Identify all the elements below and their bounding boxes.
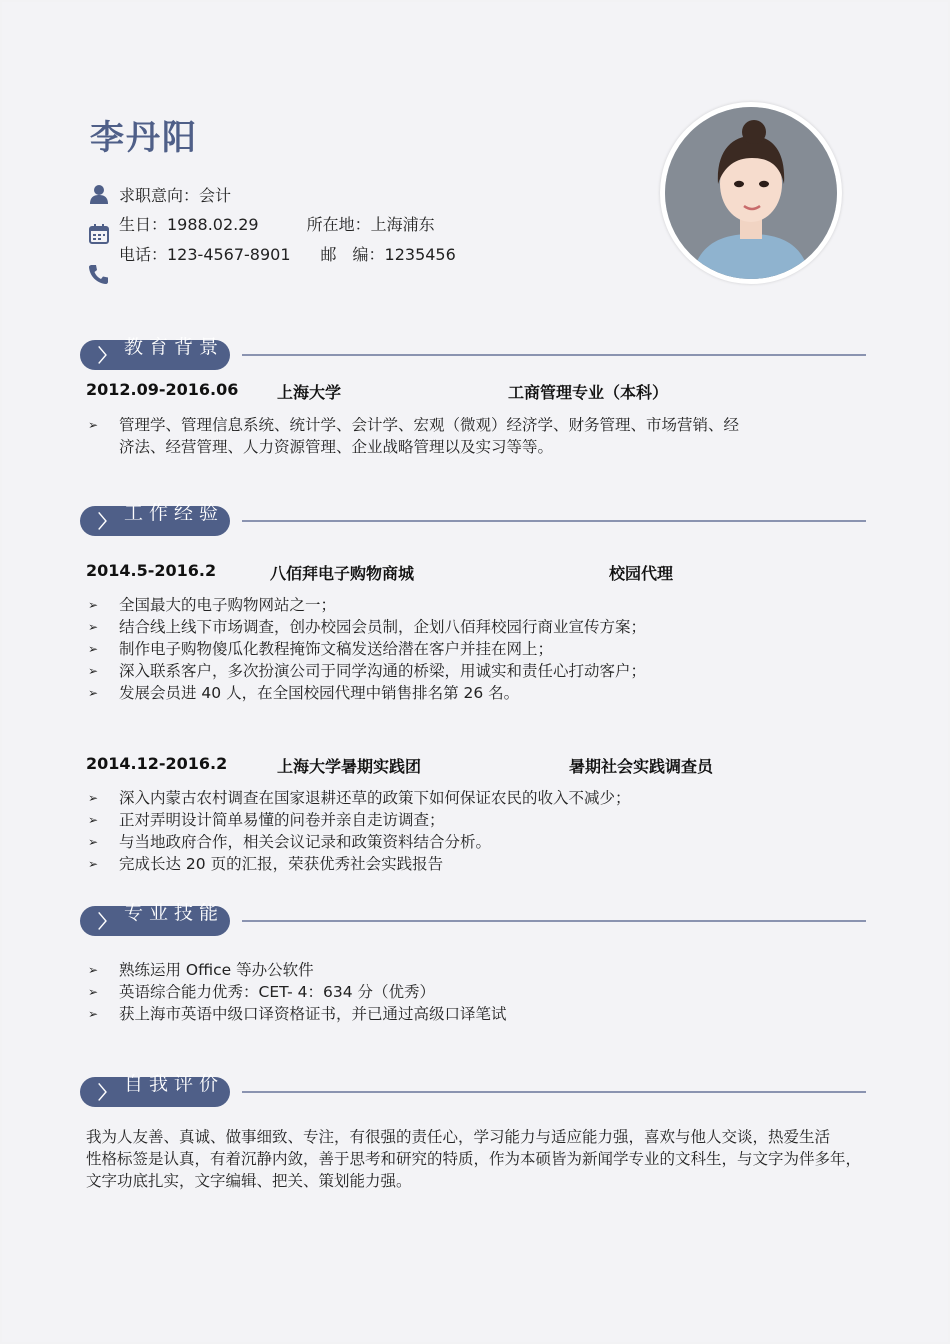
birth-text: 生日：1988.02.29 [119,215,259,234]
person-icon [88,183,110,205]
postal-text: 邮 编：1235456 [320,245,456,264]
paragraph-line: 文字功底扎实，文字编辑、把关、策划能力强。 [86,1172,412,1190]
skills-bullets [88,959,507,1025]
job2-bullets [88,787,631,875]
arrow-bullet-icon: ➢ [88,664,99,678]
arrow-bullet-icon: ➢ [88,418,99,432]
arrow-bullet-icon: ➢ [88,985,99,999]
education-courses [88,414,739,458]
section-skills [80,902,866,938]
job2-org: 上海大学暑期实践团 [277,757,422,776]
job2-role: 暑期社会实践调查员 [569,757,714,776]
location-text: 所在地：上海浦东 [306,215,435,234]
arrow-bullet-icon: ➢ [88,835,99,849]
portrait-image [664,106,838,280]
phone-icon [88,263,110,285]
phone-and-postal [119,242,456,265]
paragraph-line: 我为人友善、真诚、做事细致、专注，有很强的责任心，学习能力与适应能力强，喜欢与他人交谈，热爱生活 [86,1128,831,1146]
section-title: 教育背景 [124,336,225,358]
arrow-bullet-icon: ➢ [88,598,99,612]
education-date: 2012.09-2016.06 [86,380,239,399]
arrow-bullet-icon: ➢ [88,791,99,805]
self-evaluation-text [86,1126,886,1192]
section-education [80,336,866,372]
list-item: ➢ 获上海市英语中级口译资格证书，并已通过高级口译笔试 [88,1005,507,1023]
education-major: 工商管理专业（本科） [508,383,669,402]
candidate-name: 李丹阳 [90,118,198,158]
arrow-bullet-icon: ➢ [88,813,99,827]
list-item-continued: 济法、经营管理、人力资源管理、企业战略管理以及实习等等。 [119,438,554,456]
section-divider [242,1091,866,1093]
list-item: ➢ 深入联系客户，多次扮演公司于同学沟通的桥梁，用诚实和责任心打动客户； [88,662,647,680]
list-item: ➢ 完成长达 20 页的汇报，荣获优秀社会实践报告 [88,855,444,873]
list-item: ➢ 熟练运用 Office 等办公软件 [88,961,314,979]
list-item: ➢ 与当地政府合作，相关会议记录和政策资料结合分析。 [88,833,492,851]
list-item: ➢ 英语综合能力优秀：CET- 4：634 分（优秀） [88,983,436,1001]
list-item: ➢ 管理学、管理信息系统、统计学、会计学、宏观（微观）经济学、财务管理、市场营销、经 [88,416,740,434]
section-work [80,502,866,538]
section-self-evaluation [80,1073,866,1109]
section-title: 自我评价 [124,1073,225,1095]
job1-role: 校园代理 [609,564,674,583]
section-divider [242,354,866,356]
education-school: 上海大学 [277,383,342,402]
profile-photo [660,102,842,284]
list-item: ➢ 发展会员进 40 人，在全国校园代理中销售排名第 26 名。 [88,684,520,702]
arrow-bullet-icon: ➢ [88,1007,99,1021]
phone-text: 电话：123-4567-8901 [119,245,291,264]
arrow-bullet-icon: ➢ [88,857,99,871]
job1-date: 2014.5-2016.2 [86,561,217,580]
section-divider [242,920,866,922]
job1-bullets [88,594,646,704]
section-title: 专业技能 [124,902,225,924]
job1-org: 八佰拜电子购物商城 [270,564,415,583]
section-title: 工作经验 [124,502,225,524]
job2-date: 2014.12-2016.2 [86,754,228,773]
chevron-right-icon: 〉 [98,346,116,367]
list-item: ➢ 深入内蒙古农村调查在国家退耕还草的政策下如何保证农民的收入不减少； [88,789,631,807]
list-item: ➢ 制作电子购物傻瓜化教程掩饰文稿发送给潜在客户并挂在网上； [88,640,554,658]
chevron-right-icon: 〉 [98,512,116,533]
paragraph-line: 性格标签是认真，有着沉静内敛，善于思考和研究的特质，作为本硕皆为新闻学专业的文科生，与文字为伴多年， [86,1150,862,1168]
arrow-bullet-icon: ➢ [88,620,99,634]
list-item: ➢ 全国最大的电子购物网站之一； [88,596,337,614]
section-divider [242,520,866,522]
arrow-bullet-icon: ➢ [88,642,99,656]
chevron-right-icon: 〉 [98,912,116,933]
arrow-bullet-icon: ➢ [88,963,99,977]
chevron-right-icon: 〉 [98,1083,116,1104]
list-item: ➢ 正对弄明设计简单易懂的问卷并亲自走访调查； [88,811,445,829]
calendar-icon [88,223,110,245]
list-item: ➢ 结合线上线下市场调查，创办校园会员制，企划八佰拜校园行商业宣传方案； [88,618,647,636]
birth-and-location [119,212,435,235]
arrow-bullet-icon: ➢ [88,686,99,700]
job-intention: 求职意向：会计 [119,186,232,205]
